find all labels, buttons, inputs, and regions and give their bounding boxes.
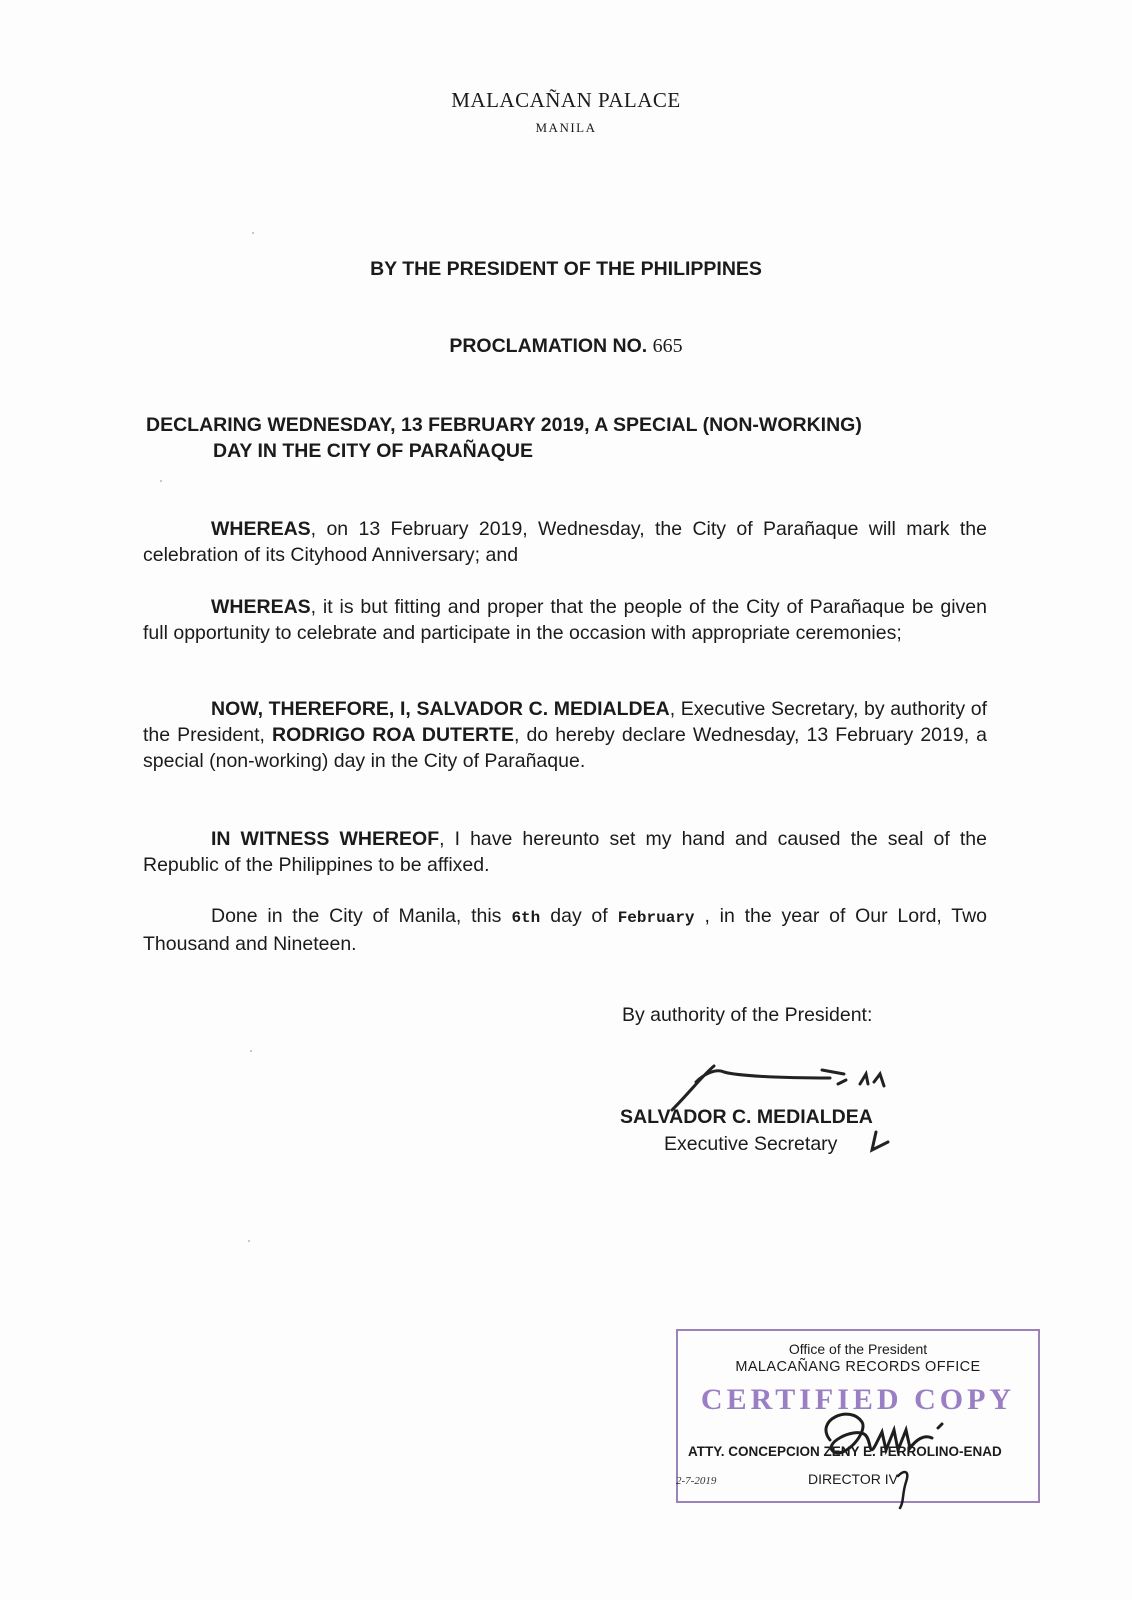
- whereas-2-text: , it is but fitting and proper that the people of the City of Parañaque be given full opportunity to celebrate and participate in the occasion with appropriate ceremonies;: [143, 596, 987, 644]
- done-in-month: February: [617, 909, 695, 927]
- done-in-day: 6th: [511, 909, 541, 927]
- stamp-director: DIRECTOR IV: [808, 1471, 898, 1487]
- paragraph-now-therefore: [143, 696, 987, 774]
- now-therefore-text-c: , do hereby declare Wednesday, 13 February 2019, a special (non-working) day in the City of Parañaque.: [143, 724, 988, 772]
- paragraph-whereas-1: [143, 516, 987, 568]
- paragraph-done-in: [143, 903, 987, 957]
- stamp-attorney-name: ATTY. CONCEPCION ZENY E. FERROLINO-ENAD: [688, 1444, 1002, 1459]
- palace-city: MANILA: [535, 120, 597, 135]
- stamp-signature-image: [806, 1400, 976, 1510]
- paragraph-in-witness: [143, 826, 987, 878]
- paragraph-whereas-2: [143, 594, 987, 646]
- president-name: RODRIGO ROA DUTERTE: [272, 724, 514, 746]
- in-witness-text: , I have hereunto set my hand and caused the seal of the Republic of the Philippines to be affixed.: [143, 828, 987, 876]
- proclamation-heading: [0, 335, 1132, 358]
- stamp-date: 2-7-2019: [676, 1475, 717, 1487]
- signer-title: Executive Secretary: [664, 1133, 838, 1155]
- done-in-text-b: day of: [550, 905, 608, 927]
- stamp-office: Office of the President: [788, 1341, 928, 1357]
- in-witness-lead: IN WITNESS WHEREOF: [211, 828, 440, 850]
- stamp-certified-copy: CERTIFIED COPY: [700, 1383, 1016, 1416]
- scan-speck: [252, 232, 254, 234]
- proclamation-label: PROCLAMATION NO.: [449, 335, 648, 357]
- whereas-1-text: , on 13 February 2019, Wednesday, the City of Parañaque will mark the celebration of its Cityhood Anniversary; and: [143, 518, 987, 566]
- scan-speck: [250, 1050, 252, 1052]
- done-in-text-c: , in the year of Our Lord, Two Thousand and Nineteen.: [143, 905, 987, 955]
- proclamation-number: 665: [652, 335, 683, 357]
- palace-header: MALACAÑAN PALACE: [451, 88, 681, 112]
- stamp-records-office: MALACAÑANG RECORDS OFFICE: [735, 1359, 981, 1375]
- proclamation-title-line2: DAY IN THE CITY OF PARAÑAQUE: [213, 440, 533, 462]
- initial-mark: [868, 1130, 892, 1156]
- scan-speck: [248, 1240, 250, 1242]
- signer-name: SALVADOR C. MEDIALDEA: [620, 1106, 873, 1128]
- whereas-1-lead: WHEREAS: [211, 518, 311, 540]
- scan-speck: [160, 480, 162, 482]
- proclamation-title-line1: DECLARING WEDNESDAY, 13 FEBRUARY 2019, A SPECIAL (NON-WORKING): [146, 414, 862, 436]
- now-therefore-text-a: , Executive Secretary, by authority of the President,: [143, 698, 987, 746]
- authority-line: By authority of the President:: [622, 1004, 873, 1026]
- done-in-text-a: Done in the City of Manila, this: [211, 905, 502, 927]
- by-president-heading: BY THE PRESIDENT OF THE PHILIPPINES: [370, 258, 762, 280]
- now-therefore-lead: NOW, THEREFORE, I, SALVADOR C. MEDIALDEA: [211, 698, 670, 720]
- whereas-2-lead: WHEREAS: [211, 596, 311, 618]
